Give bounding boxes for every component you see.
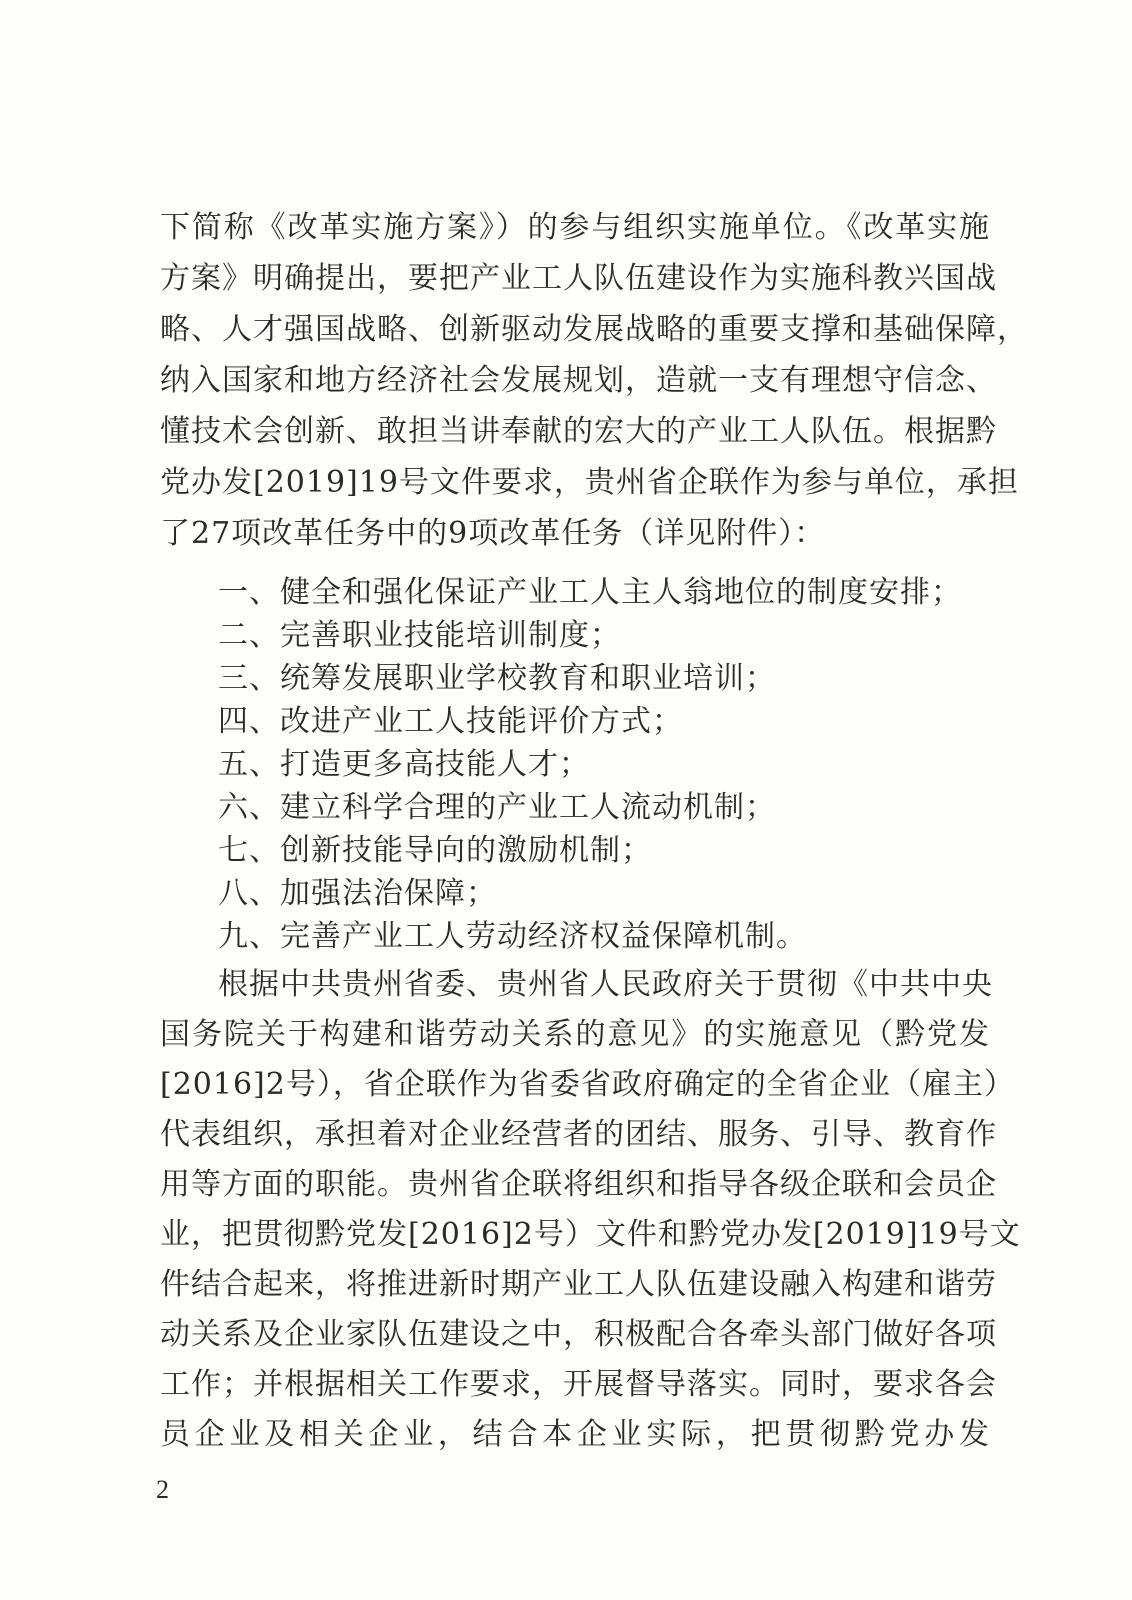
- paragraph2-line-10: 员企业及相关企业，结合本企业实际，把贯彻黔党办发: [160, 1417, 990, 1452]
- task-item-5: 五、打造更多高技能人才；: [218, 747, 590, 782]
- task-item-3: 三、统筹发展职业学校教育和职业培训；: [218, 661, 776, 696]
- paragraph1-line-4: 纳入国家和地方经济社会发展规划，造就一支有理想守信念、: [160, 363, 997, 398]
- paragraph1-line-2: 方案》明确提出，要把产业工人队伍建设作为实施科教兴国战: [160, 261, 997, 296]
- paragraph1-line-5: 懂技术会创新、敢担当讲奉献的宏大的产业工人队伍。根据黔: [160, 414, 997, 449]
- paragraph2-line-5: 用等方面的职能。贵州省企联将组织和指导各级企联和会员企: [160, 1167, 997, 1202]
- paragraph2-line-2: 国务院关于构建和谐劳动关系的意见》的实施意见（黔党发: [160, 1017, 990, 1052]
- paragraph1-line-6: 党办发[2019]19号文件要求，贵州省企联作为参与单位，承担: [160, 465, 1019, 500]
- task-item-1: 一、健全和强化保证产业工人主人翁地位的制度安排；: [218, 575, 962, 610]
- paragraph2-line-4: 代表组织，承担着对企业经营者的团结、服务、引导、教育作: [160, 1117, 997, 1152]
- paragraph2-line-3: [2016]2号），省企联作为省委省政府确定的全省企业（雇主）: [160, 1067, 1015, 1102]
- task-item-9: 九、完善产业工人劳动经济权益保障机制。: [218, 919, 807, 954]
- page-number: 2: [156, 1475, 169, 1504]
- paragraph1-line-1: 下简称《改革实施方案》）的参与组织实施单位。《改革实施: [160, 210, 990, 245]
- paragraph2-line-8: 动关系及企业家队伍建设之中，积极配合各牵头部门做好各项: [160, 1317, 997, 1352]
- task-item-2: 二、完善职业技能培训制度；: [218, 618, 621, 653]
- paragraph1-line-3: 略、人才强国战略、创新驱动发展战略的重要支撑和基础保障，: [160, 312, 1028, 347]
- paragraph2-line-7: 件结合起来，将推进新时期产业工人队伍建设融入构建和谐劳: [160, 1267, 997, 1302]
- task-item-8: 八、加强法治保障；: [218, 876, 497, 911]
- paragraph2-line-1: 根据中共贵州省委、贵州省人民政府关于贯彻《中共中央: [218, 967, 993, 1002]
- task-item-7: 七、创新技能导向的激励机制；: [218, 833, 652, 868]
- paragraph2-line-9: 工作；并根据相关工作要求，开展督导落实。同时，要求各会: [160, 1367, 997, 1402]
- task-item-4: 四、改进产业工人技能评价方式；: [218, 704, 683, 739]
- paragraph2-line-6: 业，把贯彻黔党发[2016]2号）文件和黔党办发[2019]19号文: [160, 1217, 1021, 1252]
- task-item-6: 六、建立科学合理的产业工人流动机制；: [218, 790, 776, 825]
- paragraph1-line-7: 了27项改革任务中的9项改革任务（详见附件）：: [160, 516, 826, 551]
